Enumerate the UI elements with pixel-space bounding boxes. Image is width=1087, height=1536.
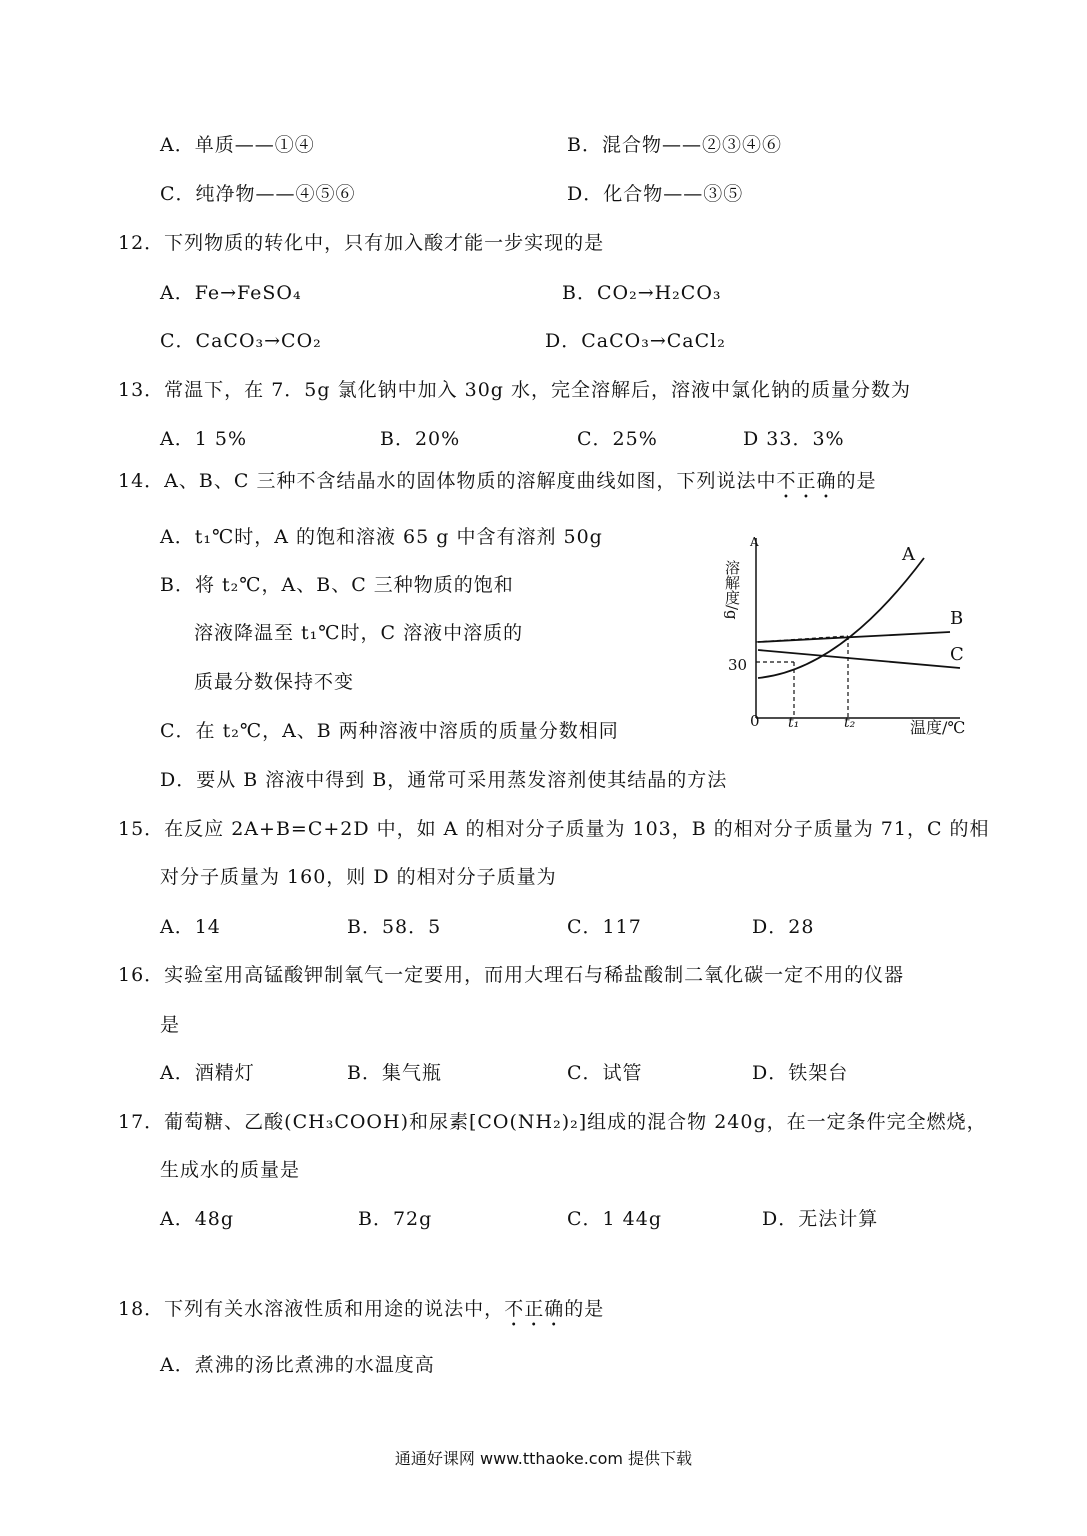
series-c-label: C bbox=[950, 644, 964, 665]
q12-option-c: C．CaCO₃→CO₂ bbox=[160, 330, 322, 352]
q11-option-a: A．单质——①④ bbox=[160, 134, 315, 156]
series-b-label: B bbox=[950, 608, 964, 629]
q14-emphasis: 不正确 bbox=[776, 470, 837, 492]
q12-stem: 12．下列物质的转化中，只有加入酸才能一步实现的是 bbox=[118, 232, 605, 254]
y-axis-top-label: A bbox=[750, 535, 759, 549]
q17-option-b: B．72g bbox=[358, 1208, 433, 1230]
q15-stem-line2: 对分子质量为 160，则 D 的相对分子质量为 bbox=[160, 866, 557, 888]
series-a-curve bbox=[758, 558, 924, 678]
q13-stem: 13．常温下，在 7．5g 氯化钠中加入 30g 水，完全溶解后，溶液中氯化钠的质量分数为 bbox=[118, 379, 912, 401]
q16-option-c: C．试管 bbox=[567, 1062, 643, 1084]
q14-stem: 14．A、B、C 三种不含结晶水的固体物质的溶解度曲线如图，下列说法中不正确的是 bbox=[118, 470, 877, 492]
q14-option-b-line2: 溶液降温至 t₁℃时，C 溶液中溶质的 bbox=[194, 622, 524, 644]
q17-option-a: A．48g bbox=[160, 1208, 235, 1230]
q14-option-b-line3: 质最分数保持不变 bbox=[194, 671, 355, 693]
q16-option-a: A．酒精灯 bbox=[160, 1062, 255, 1084]
q14-option-c: C．在 t₂℃，A、B 两种溶液中溶质的质量分数相同 bbox=[160, 720, 619, 742]
q17-stem-line2: 生成水的质量是 bbox=[160, 1159, 301, 1181]
y-axis-label: 溶解度/g bbox=[723, 560, 741, 620]
q13-option-c: C．25% bbox=[577, 428, 658, 450]
q13-option-d: D 33．3% bbox=[743, 428, 845, 450]
q15-option-c: C．117 bbox=[567, 916, 642, 938]
origin-label: 0 bbox=[750, 712, 760, 730]
q16-option-d: D．铁架台 bbox=[752, 1062, 849, 1084]
q12-option-a: A．Fe→FeSO₄ bbox=[160, 282, 302, 304]
q11-option-d: D．化合物——③⑤ bbox=[567, 183, 744, 205]
q11-option-c: C．纯净物——④⑤⑥ bbox=[160, 183, 356, 205]
q14-option-d: D．要从 B 溶液中得到 B，通常可采用蒸发溶剂使其结晶的方法 bbox=[160, 769, 728, 791]
q11-option-b: B．混合物——②③④⑥ bbox=[567, 134, 782, 156]
q17-stem-line1: 17．葡萄糖、乙酸(CH₃COOH)和尿素[CO(NH₂)₂]组成的混合物 240g，在一定条件完全燃烧， bbox=[118, 1111, 987, 1133]
solubility-chart bbox=[720, 530, 985, 745]
q17-option-c: C．1 44g bbox=[567, 1208, 663, 1230]
q15-stem-line1: 15．在反应 2A+B=C+2D 中，如 A 的相对分子质量为 103，B 的相对分子质量为 71，C 的相 bbox=[118, 818, 990, 840]
q16-stem-line1: 16．实验室用高锰酸钾制氧气一定要用，而用大理石与稀盐酸制二氧化碳一定不用的仪器 bbox=[118, 964, 905, 986]
q18-option-a: A．煮沸的汤比煮沸的水温度高 bbox=[160, 1354, 435, 1376]
x-tick-t2: t₂ bbox=[844, 715, 856, 731]
series-a-label: A bbox=[902, 544, 915, 565]
q14-option-a: A．t₁℃时，A 的饱和溶液 65 g 中含有溶剂 50g bbox=[160, 526, 603, 548]
q15-option-b: B．58．5 bbox=[347, 916, 442, 938]
q15-option-d: D．28 bbox=[752, 916, 815, 938]
page-footer: 通通好课网 www.tthaoke.com 提供下载 bbox=[394, 1449, 693, 1468]
x-axis-label: 温度/℃ bbox=[910, 718, 966, 737]
q14-option-b-line1: B．将 t₂℃，A、B、C 三种物质的饱和 bbox=[160, 574, 514, 596]
q12-option-d: D．CaCO₃→CaCl₂ bbox=[545, 330, 726, 352]
q13-option-a: A．1 5% bbox=[160, 428, 247, 450]
q18-stem: 18．下列有关水溶液性质和用途的说法中，不正确的是 bbox=[118, 1298, 605, 1320]
y-tick-30: 30 bbox=[728, 656, 748, 674]
q17-option-d: D．无法计算 bbox=[762, 1208, 879, 1230]
q16-option-b: B．集气瓶 bbox=[347, 1062, 442, 1084]
q18-emphasis: 不正确 bbox=[504, 1298, 565, 1320]
q15-option-a: A．14 bbox=[160, 916, 221, 938]
q16-stem-line2: 是 bbox=[160, 1014, 181, 1036]
series-c-line bbox=[758, 650, 960, 668]
q12-option-b: B．CO₂→H₂CO₃ bbox=[562, 282, 722, 304]
x-tick-t1: t₁ bbox=[788, 715, 800, 731]
q13-option-b: B．20% bbox=[380, 428, 461, 450]
